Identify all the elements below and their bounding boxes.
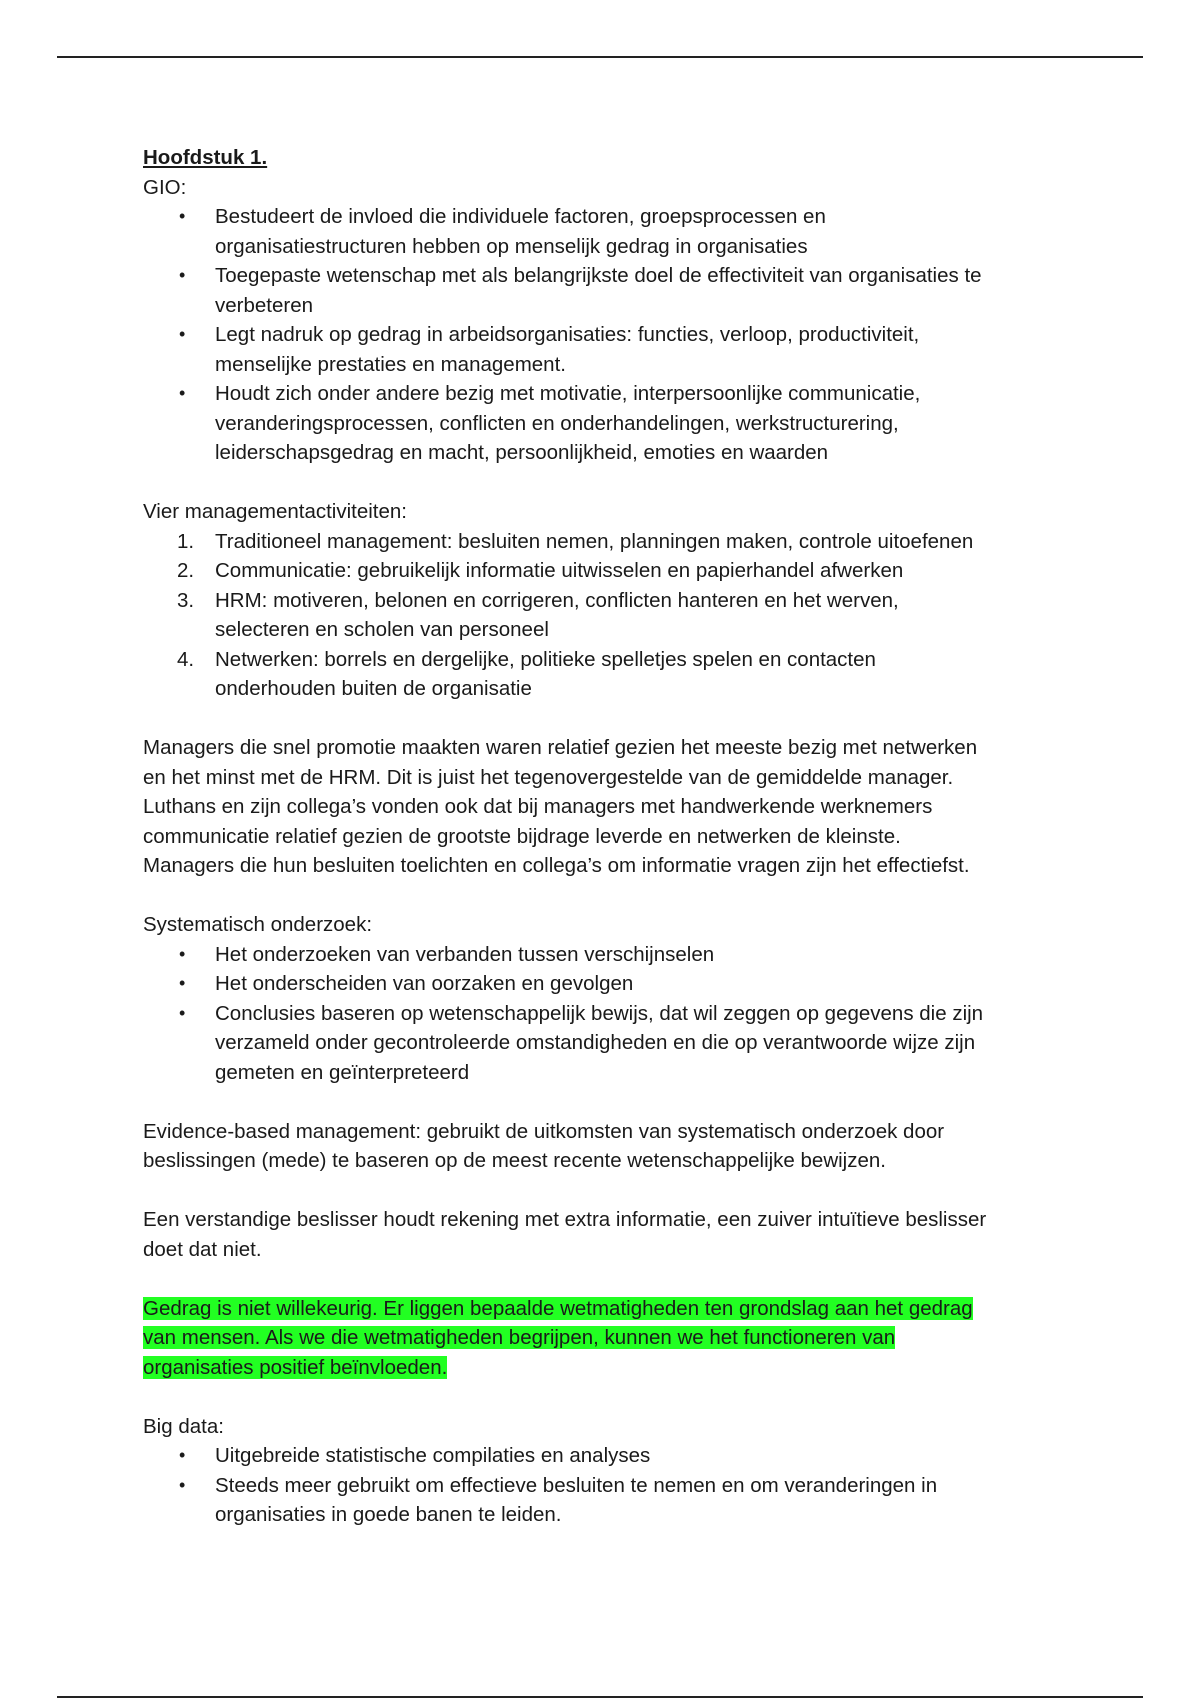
list-item-text: Legt nadruk op gedrag in arbeidsorganisaties: functies, verloop, productiviteit, — [215, 323, 920, 346]
list-item-text: Het onderscheiden van oorzaken en gevolgen — [215, 972, 634, 995]
paragraph-line: doet dat niet. — [143, 1237, 262, 1261]
evidence-paragraph — [143, 1117, 1073, 1176]
list-number: 3. — [177, 588, 195, 612]
list-number: 1. — [177, 529, 195, 553]
list-item-text: veranderingsprocessen, conflicten en onderhandelingen, werkstructurering, — [215, 411, 899, 435]
bullet-icon: • — [179, 943, 186, 964]
paragraph-line: Evidence-based management: gebruikt de uitkomsten van systematisch onderzoek door — [143, 1119, 945, 1143]
list-item-text: Houdt zich onder andere bezig met motivatie, interpersoonlijke communicatie, — [215, 382, 921, 405]
list-item — [143, 527, 1073, 557]
highlighted-paragraph — [143, 1294, 1073, 1383]
list-item — [143, 202, 1073, 261]
spacer — [143, 704, 1073, 734]
list-item — [143, 645, 1073, 704]
bullet-icon: • — [179, 206, 186, 226]
top-rule — [57, 56, 1143, 58]
gio-label: GIO: — [143, 175, 187, 199]
list-item-text: Netwerken: borrels en dergelijke, politieke spelletjes spelen en contacten — [215, 647, 876, 671]
list-item-text: HRM: motiveren, belonen en corrigeren, conflicten hanteren en het werven, — [215, 588, 899, 612]
list-item-text: Het onderzoeken van verbanden tussen verschijnselen — [215, 942, 715, 966]
management-numbered-list — [143, 527, 1073, 704]
management-label: Vier managementactiviteiten: — [143, 500, 407, 523]
list-item-text: verzameld onder gecontroleerde omstandigheden en die op verantwoorde wijze zijn — [215, 1031, 976, 1054]
highlighted-line: organisaties positief beïnvloeden. — [143, 1355, 448, 1379]
spacer — [143, 468, 1073, 498]
list-item-text: Toegepaste wetenschap met als belangrijkste doel de effectiviteit van organisaties te — [215, 264, 982, 287]
spacer — [143, 1087, 1073, 1117]
list-item — [143, 969, 1073, 999]
systematisch-bullet-list — [143, 940, 1073, 1088]
spacer — [143, 1176, 1073, 1206]
list-item — [143, 586, 1073, 645]
paragraph-line: Luthans en zijn collega’s vonden ook dat bij managers met handwerkende werknemers — [143, 795, 933, 818]
bottom-rule — [57, 1696, 1143, 1698]
paragraph-line: Een verstandige beslisser houdt rekening met extra informatie, een zuiver intuïtieve beslisser — [143, 1208, 987, 1231]
beslisser-paragraph — [143, 1205, 1073, 1264]
list-item-text: Conclusies baseren op wetenschappelijk bewijs, dat wil zeggen op gegevens die zijn — [215, 1001, 984, 1025]
bullet-icon: • — [179, 265, 186, 285]
bullet-icon: • — [179, 1002, 186, 1023]
bullet-icon: • — [179, 383, 186, 403]
list-item-text: Bestudeert de invloed die individuele factoren, groepsprocessen en — [215, 205, 826, 228]
bigdata-bullet-list — [143, 1441, 1073, 1530]
list-item — [143, 556, 1073, 586]
list-item-text: selecteren en scholen van personeel — [215, 618, 549, 641]
list-item-text: Steeds meer gebruikt om effectieve besluiten te nemen en om veranderingen in — [215, 1473, 938, 1497]
list-item-text: verbeteren — [215, 293, 314, 317]
spacer — [143, 881, 1073, 911]
spacer — [143, 1382, 1073, 1412]
list-item-text: Uitgebreide statistische compilaties en analyses — [215, 1444, 651, 1467]
list-item — [143, 379, 1073, 468]
list-item-text: onderhouden buiten de organisatie — [215, 677, 532, 700]
list-item-text: leiderschapsgedrag en macht, persoonlijkheid, emoties en waarden — [215, 441, 829, 464]
list-item-text: gemeten en geïnterpreteerd — [215, 1060, 470, 1084]
list-item — [143, 261, 1073, 320]
list-item — [143, 320, 1073, 379]
list-item-text: menselijke prestaties en management. — [215, 352, 566, 376]
paragraph-line: beslissingen (mede) te baseren op de meest recente wetenschappelijke bewijzen. — [143, 1149, 886, 1172]
list-item — [143, 940, 1073, 970]
document-page — [143, 143, 1073, 1530]
gio-bullet-list — [143, 202, 1073, 468]
list-number: 4. — [177, 647, 195, 671]
paragraph-line: en het minst met de HRM. Dit is juist het tegenovergestelde van de gemiddelde manager. — [143, 765, 954, 789]
list-item-text: Communicatie: gebruikelijk informatie uitwisselen en papierhandel afwerken — [215, 559, 904, 582]
bullet-icon: • — [179, 324, 186, 344]
spacer — [143, 1264, 1073, 1294]
list-item-text: organisaties in goede banen te leiden. — [215, 1503, 562, 1526]
list-item — [143, 999, 1073, 1088]
paragraph-line: Managers die hun besluiten toelichten en collega’s om informatie vragen zijn het effectiefst. — [143, 854, 970, 877]
bullet-icon: • — [179, 1474, 186, 1495]
list-number: 2. — [177, 559, 195, 582]
systematisch-label: Systematisch onderzoek: — [143, 913, 373, 936]
paragraph-line: communicatie relatief gezien de grootste bijdrage leverde en netwerken de kleinste. — [143, 824, 901, 848]
list-item-text: Traditioneel management: besluiten nemen, planningen maken, controle uitoefenen — [215, 529, 974, 553]
paragraph-line: Managers die snel promotie maakten waren relatief gezien het meeste bezig met netwerken — [143, 736, 978, 759]
list-item — [143, 1441, 1073, 1471]
highlighted-line: van mensen. Als we die wetmatigheden begrijpen, kunnen we het functioneren van — [143, 1326, 896, 1349]
chapter-heading: Hoofdstuk 1. — [143, 146, 268, 169]
list-item-text: organisatiestructuren hebben op menselijk gedrag in organisaties — [215, 234, 808, 258]
bullet-icon: • — [179, 973, 186, 993]
list-item — [143, 1471, 1073, 1530]
highlighted-line: Gedrag is niet willekeurig. Er liggen bepaalde wetmatigheden ten grondslag aan het gedrag — [143, 1296, 973, 1320]
bigdata-label: Big data: — [143, 1414, 224, 1438]
bullet-icon: • — [179, 1445, 186, 1465]
managers-paragraph — [143, 733, 1073, 881]
